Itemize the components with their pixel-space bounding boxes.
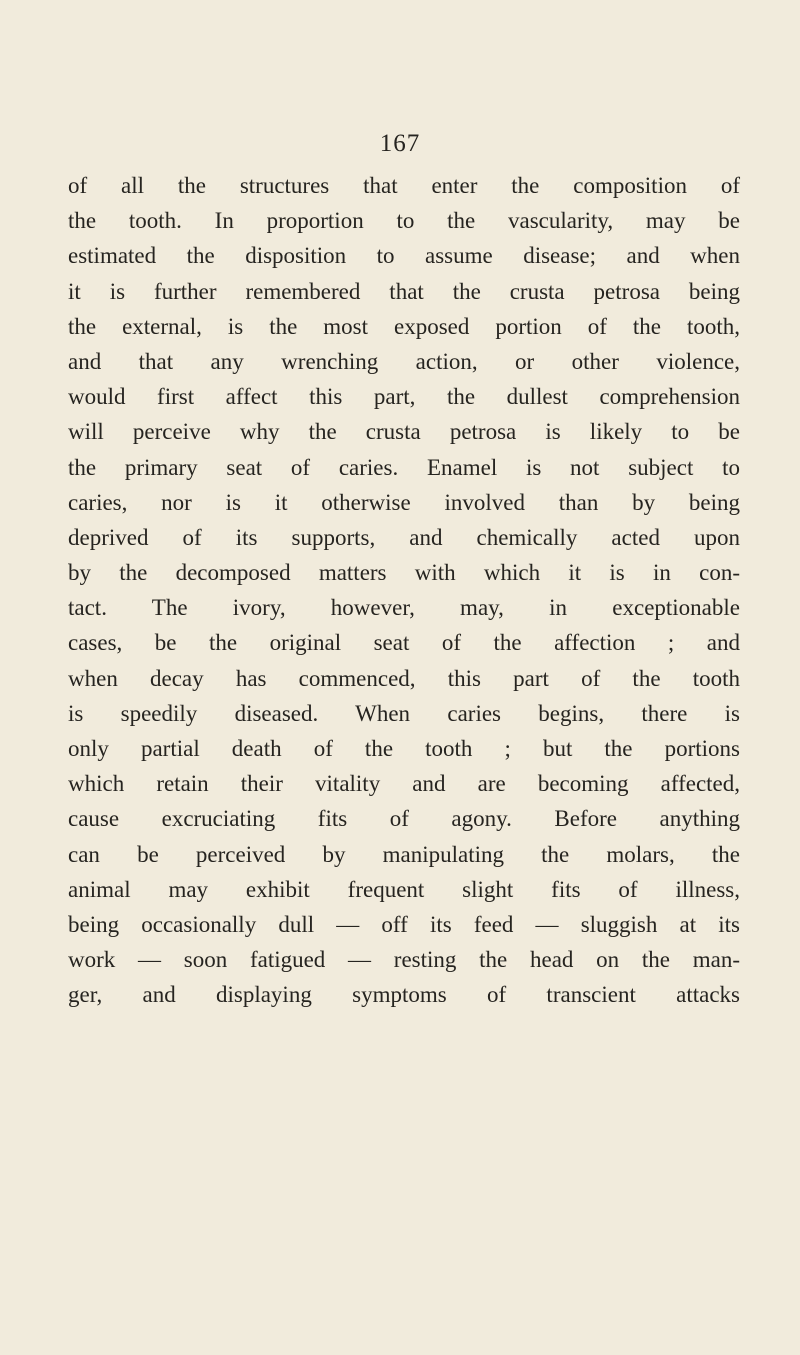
text-line: estimated the disposition to assume disease; and when (68, 243, 740, 269)
text-line: can be perceived by manipulating the molars, the (68, 841, 740, 867)
text-line: the primary seat of caries. Enamel is not subject to (68, 454, 740, 480)
text-line: ger, and displaying symptoms of transcient attacks (68, 982, 740, 1008)
text-line: which retain their vitality and are becoming affected, (68, 771, 740, 797)
text-line: and that any wrenching action, or other violence, (68, 348, 740, 374)
text-line: animal may exhibit frequent slight fits of illness, (68, 876, 740, 902)
text-line: being occasionally dull — off its feed — sluggish at its (68, 911, 740, 937)
text-line: would first affect this part, the dullest comprehension (68, 384, 740, 410)
text-line: the external, is the most exposed portion of the tooth, (68, 313, 740, 339)
text-line: by the decomposed matters with which it is in con- (68, 560, 740, 586)
text-line: is speedily diseased. When caries begins, there is (68, 700, 740, 726)
text-line: deprived of its supports, and chemically acted upon (68, 524, 740, 550)
text-line: it is further remembered that the crusta petrosa being (68, 278, 740, 304)
text-line: work — soon fatigued — resting the head on the man- (68, 947, 740, 973)
text-line: the tooth. In proportion to the vascularity, may be (68, 208, 740, 234)
text-line: of all the structures that enter the composition of (68, 173, 740, 198)
text-line: caries, nor is it otherwise involved than by being (68, 489, 740, 515)
text-line: will perceive why the crusta petrosa is likely to be (68, 419, 740, 445)
text-line: only partial death of the tooth ; but the portions (68, 736, 740, 761)
body-text (68, 168, 740, 1013)
page-number: 167 (379, 130, 421, 157)
text-line: cases, be the original seat of the affection ; and (68, 630, 740, 656)
text-line: tact. The ivory, however, may, in exceptionable (68, 595, 740, 621)
text-line: when decay has commenced, this part of the tooth (68, 665, 740, 691)
text-line: cause excruciating fits of agony. Before anything (68, 806, 740, 832)
